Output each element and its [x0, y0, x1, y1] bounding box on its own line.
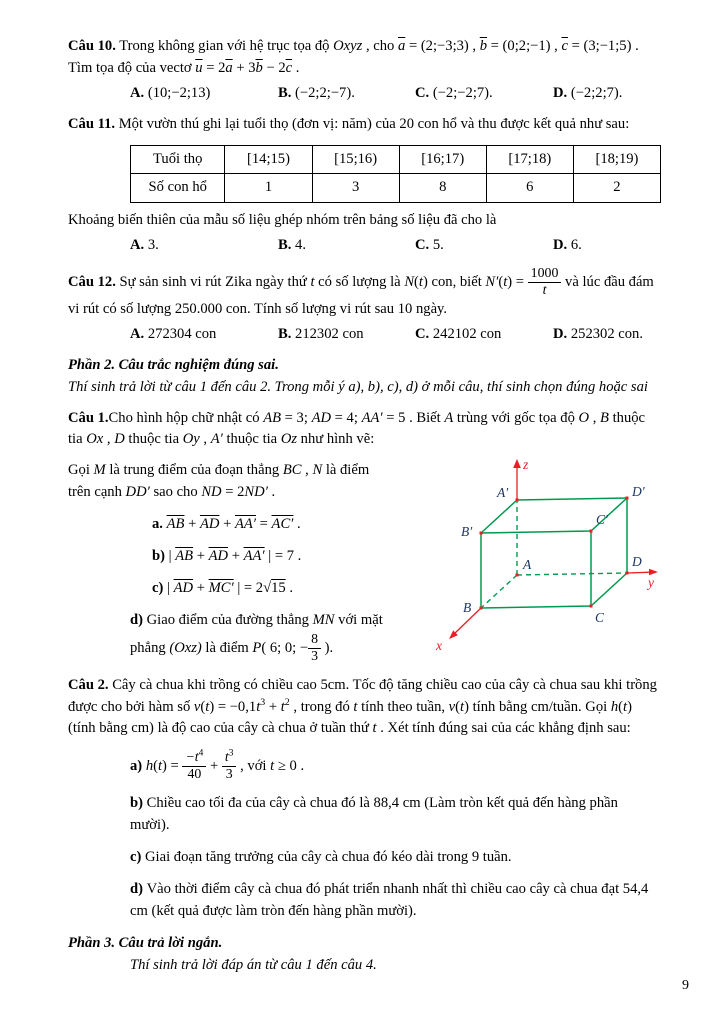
table-cell: [18;19): [573, 145, 660, 174]
question-10-stem: Câu 10. Trong không gian với hệ trục tọa độ Oxyz , cho $\overline{a}$ = (2;−3;3) , $\overline{b}$ = (0;2;−1) , $\overline{c}$ = (3;−1;5) . Tìm tọa độ của vectơ $\overline{u} = 2\overline{a} + 3\overline{b} - 2\overline{c}$ .: [68, 38, 639, 76]
option-b: B. (−2;2;−7).: [278, 84, 355, 101]
page-number: 9: [682, 978, 689, 993]
table-cell: [17;18): [486, 145, 573, 174]
option-b: B. 4.: [278, 237, 306, 254]
label-B: B: [463, 600, 472, 616]
table-cell: 3: [312, 174, 399, 203]
table-cell: Tuổi thọ: [131, 145, 225, 174]
part2-subtitle: Thí sinh trả lời từ câu 1 đến câu 2. Trong mỗi ý a), b), c), d) ở mỗi câu, thí sinh chọn đúng hoặc sai: [68, 378, 648, 395]
question-2-stem: Câu 2. Cây cà chua khi trồng có chiều cao 5cm. Tốc độ tăng chiều cao của cây cà chua sau khi trồng được cho bởi hàm số $v(t) = -0,1t^3 + t^2$ , trong đó t tính theo tuần, v(t) tính bằng cm/tuần. Gọi h(t) (tính bằng cm) là độ cao của cây cà chua ở tuần thứ t . Xét tính đúng sai của các khẳng định sau:: [68, 676, 657, 737]
table-cell: 6: [486, 174, 573, 203]
option-b: B. 212302 con: [278, 325, 364, 342]
option-c: C. (−2;−2;7).: [415, 84, 493, 101]
label-A: A: [523, 557, 532, 573]
table-cell: 1: [225, 174, 312, 203]
item-c: c) | $\overline{AD} + MC'$ | = 2√15 .: [152, 579, 293, 596]
option-a: A. 3.: [130, 237, 159, 254]
option-d: D. 252302 con.: [553, 325, 643, 342]
part3-title: Phần 3. Câu trả lời ngắn.: [68, 934, 223, 951]
label-z-axis: z: [523, 457, 529, 473]
item-b: b) Chiều cao tối đa của cây cà chua đó là 88,4 cm (Làm tròn kết quả đến hàng phần mười).: [130, 795, 618, 834]
option-c: C. 242102 con: [415, 325, 502, 342]
table-cell: 8: [399, 174, 486, 203]
label-y-axis: y: [648, 575, 654, 591]
part2-title: Phần 2. Câu trắc nghiệm đúng sai.: [68, 356, 279, 373]
question-1-stem: Câu 1.Cho hình hộp chữ nhật có AB = 3; AD = 4; AA′ = 5 . Biết A trùng với gốc tọa độ O , B thuộc tia Ox , D thuộc tia Oy , A′ thuộc tia Oz như hình vẽ:: [68, 409, 646, 448]
label-B-prime: B′: [461, 524, 473, 540]
label-A-prime: A′: [497, 485, 509, 501]
item-d: d) Vào thời điểm cây cà chua đó phát triển nhanh nhất thì chiều cao cây cà chua đạt 54,4 cm (kết quả được làm tròn đến hàng phần mười).: [130, 880, 649, 919]
label-D-prime: D′: [632, 484, 645, 500]
table-cell: [16;17): [399, 145, 486, 174]
option-d: D. (−2;2;7).: [553, 84, 623, 101]
box-figure: [399, 453, 661, 666]
option-a: A. 272304 con: [130, 325, 217, 342]
question-12-options: [68, 324, 661, 346]
item-d: d) Giao điểm của đường thẳng MN với mặt phẳng (Oxz) là điểm P( 6; 0; − $\frac{8}{3}$ ).: [130, 611, 383, 664]
option-d: D. 6.: [553, 237, 582, 254]
table-cell: 2: [573, 174, 660, 203]
item-c: c) Giai đoạn tăng trưởng của cây cà chua đó kéo dài trong 9 tuần.: [130, 848, 512, 865]
label-C: C: [595, 610, 605, 626]
label-D: D: [632, 554, 642, 570]
table-cell: [15;16): [312, 145, 399, 174]
option-a: A. (10;−2;13): [130, 84, 211, 101]
question-2-items: [68, 750, 661, 922]
item-b: b) | $\overline{AB} + \overline{AD} + AA'$ | = 7 .: [152, 548, 302, 565]
question-11-stem: Câu 11. Một vườn thú ghi lại tuổi thọ (đơn vị: năm) của 20 con hổ và thu được kết quả như sau:: [68, 115, 630, 132]
question-11-text: Khoảng biến thiên của mẫu số liệu ghép nhóm trên bảng số liệu đã cho là: [68, 212, 497, 229]
coordinate-axes: [454, 466, 650, 634]
vertex-labels: [461, 484, 646, 625]
part3-subtitle: Thí sinh trả lời đáp án từ câu 1 đến câu 4.: [130, 956, 377, 973]
question-1-setup: Gọi M là trung điểm của đoạn thẳng BC , N là điểm trên cạnh DD′ sao cho ND = 2ND′ .: [68, 462, 370, 501]
q11-frequency-table: [130, 145, 661, 204]
rectangular-box-diagram: [399, 453, 661, 658]
table-row: [131, 174, 661, 203]
label-C-prime: C′: [596, 512, 608, 528]
question-10-options: [68, 83, 661, 105]
question-11-options: [68, 235, 661, 257]
table-cell: Số con hổ: [131, 174, 225, 203]
item-a: a) h(t) = $\frac{-t^4}{40}$ + $\frac{t^3}{3}$ , với t ≥ 0 .: [130, 748, 305, 783]
option-c: C. 5.: [415, 237, 444, 254]
item-a: a. $\overline{AB} + \overline{AD} + AA' = AC'$ .: [152, 516, 301, 533]
axis-labels: [435, 457, 654, 653]
question-12-stem: Câu 12. Sự sản sinh vi rút Zika ngày thứ t có số lượng là N(t) con, biết N′(t) = $\frac{1000}{t}$ và lúc đầu đám vi rút có số lượng 250.000 con. Tính số lượng vi rút sau 10 ngày.: [68, 266, 654, 318]
table-row: [131, 145, 661, 174]
table-cell: [14;15): [225, 145, 312, 174]
label-x-axis: x: [436, 638, 442, 654]
